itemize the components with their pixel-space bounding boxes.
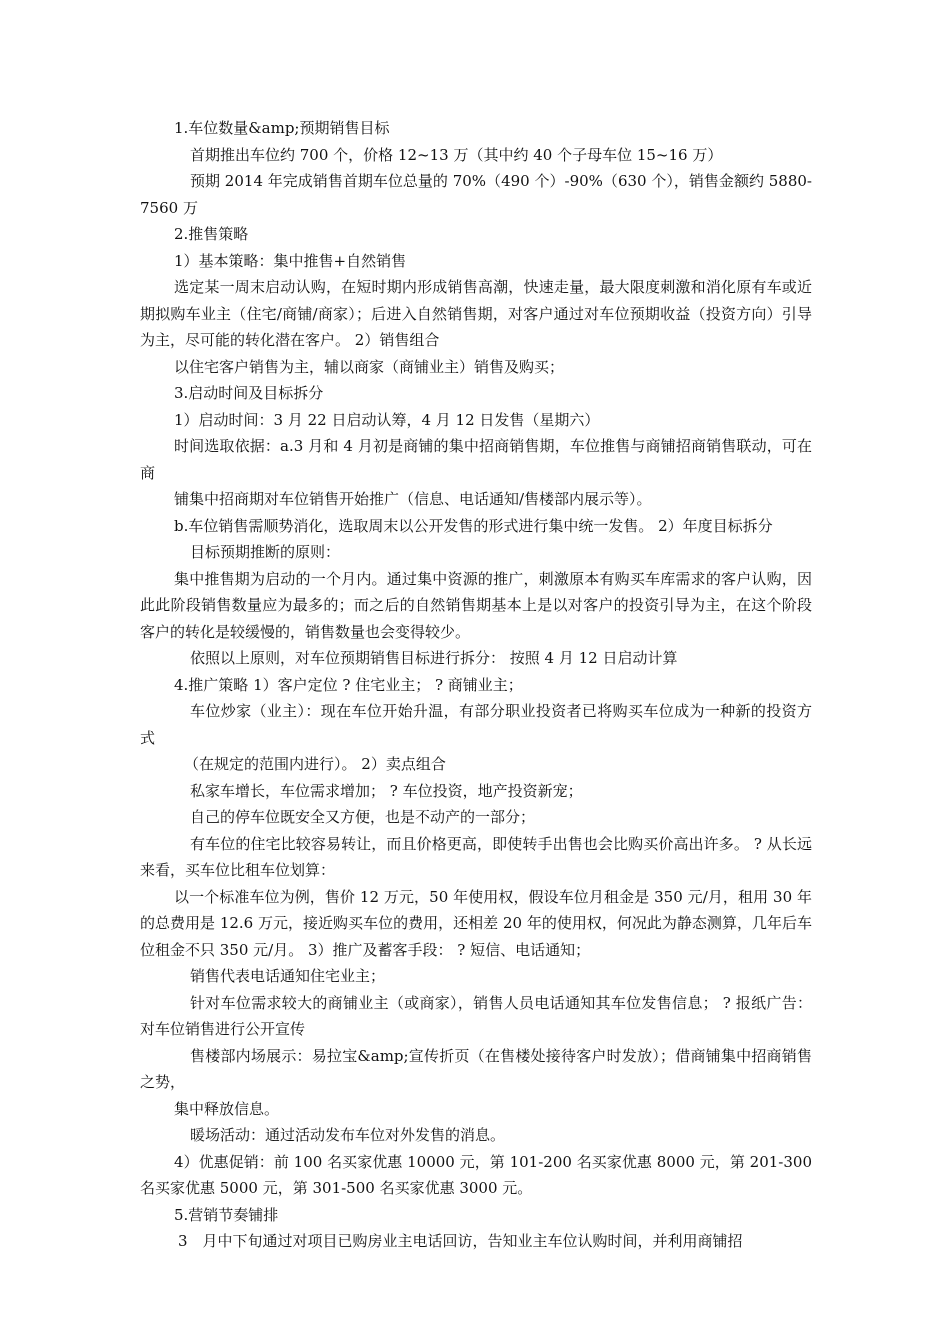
paragraph: 车位炒家（业主）：现在车位开始升温，有部分职业投资者已将购买车位成为一种新的投资方式: [140, 702, 812, 747]
paragraph: 铺集中招商期对车位销售开始推广（信息、电话通知/售楼部内展示等）。: [174, 490, 652, 508]
paragraph: 集中推售期为启动的一个月内。通过集中资源的推广，刺激原本有购买车库需求的客户认购，因此此阶段销售数量应为最多的；而之后的自然销售期基本上是以对客户的投资引导为主，在这个阶段客户的转化是较缓慢的，销售数量也会变得较少。: [140, 569, 812, 641]
section-heading-1: 1.车位数量&amp;预期销售目标: [174, 119, 390, 137]
paragraph: 暖场活动：通过活动发布车位对外发售的消息。: [190, 1126, 506, 1144]
paragraph: 集中释放信息。: [174, 1099, 280, 1118]
section-heading-2: 2.推售策略: [174, 225, 249, 243]
paragraph: 自己的停车位既安全又方便，也是不动产的一部分；: [190, 808, 536, 826]
paragraph: b.车位销售需顺势消化，选取周末以公开发售的形式进行集中统一发售。 2）年度目标拆分: [174, 516, 773, 535]
paragraph: 预期 2014 年完成销售首期车位总量的 70%（490 个）-90%（630 个），销售金额约 5880-7560 万: [140, 172, 812, 217]
subheading: 1）基本策略：集中推售+自然销售: [174, 251, 407, 270]
paragraph: 以一个标准车位为例，售价 12 万元，50 年使用权，假设车位月租金是 350 元/月，租用 30 年的总费用是 12.6 万元，接近购买车位的费用，还相差 20 年的使用权，何况此为静态测算，几年后车位租金不只 350 元/月。 3）推广及蓄客手段： ? 短信、电话通知；: [140, 887, 812, 959]
paragraph: 4）优惠促销：前 100 名买家优惠 10000 元，第 101-200 名买家优惠 8000 元，第 201-300 名买家优惠 5000 元，第 301-500 名买家优惠 3000 元。: [140, 1152, 812, 1197]
document-body: [140, 115, 812, 1255]
paragraph: （在规定的范围内进行）。 2）卖点组合: [184, 755, 446, 773]
paragraph: 售楼部内场展示：易拉宝&amp;宣传折页（在售楼处接待客户时发放）；借商铺集中招商销售之势，: [140, 1046, 812, 1091]
paragraph: 以住宅客户销售为主，辅以商家（商铺业主）销售及购买；: [174, 357, 565, 376]
paragraph: 针对车位需求较大的商铺业主（或商家），销售人员电话通知其车位发售信息； ? 报纸广告：对车位销售进行公开宣传: [140, 993, 812, 1038]
subheading: 1）启动时间：3 月 22 日启动认筹，4 月 12 日发售（星期六）: [174, 410, 600, 429]
paragraph: 有车位的住宅比较容易转让，而且价格更高，即使转手出售也会比购买价高出许多。 ? 从长远来看，买车位比租车位划算：: [140, 834, 812, 879]
paragraph: 目标预期推断的原则：: [190, 543, 341, 561]
paragraph: 销售代表电话通知住宅业主；: [190, 967, 386, 985]
section-heading-4: 4.推广策略 1）客户定位 ? 住宅业主； ? 商铺业主；: [174, 675, 523, 694]
paragraph: 选定某一周末启动认购，在短时期内形成销售高潮，快速走量，最大限度刺激和消化原有车或近期拟购车业主（住宅/商铺/商家）；后进入自然销售期，对客户通过对车位预期收益（投资方向）引导为主，尽可能的转化潜在客户。 2）销售组合: [140, 278, 812, 349]
paragraph: 3 月中下旬通过对项目已购房业主电话回访，告知业主车位认购时间，并利用商铺招: [178, 1232, 743, 1250]
section-heading-5: 5.营销节奏铺排: [174, 1205, 279, 1224]
paragraph: 依照以上原则，对车位预期销售目标进行拆分： 按照 4 月 12 日启动计算: [190, 649, 678, 667]
paragraph: 首期推出车位约 700 个，价格 12~13 万（其中约 40 个子母车位 15~16 万）: [190, 145, 723, 164]
paragraph: 时间选取依据：a.3 月和 4 月初是商铺的集中招商销售期，车位推售与商铺招商销售联动，可在商: [140, 437, 812, 482]
paragraph: 私家车增长，车位需求增加； ? 车位投资，地产投资新宠；: [190, 781, 583, 800]
section-heading-3: 3.启动时间及目标拆分: [174, 384, 324, 402]
